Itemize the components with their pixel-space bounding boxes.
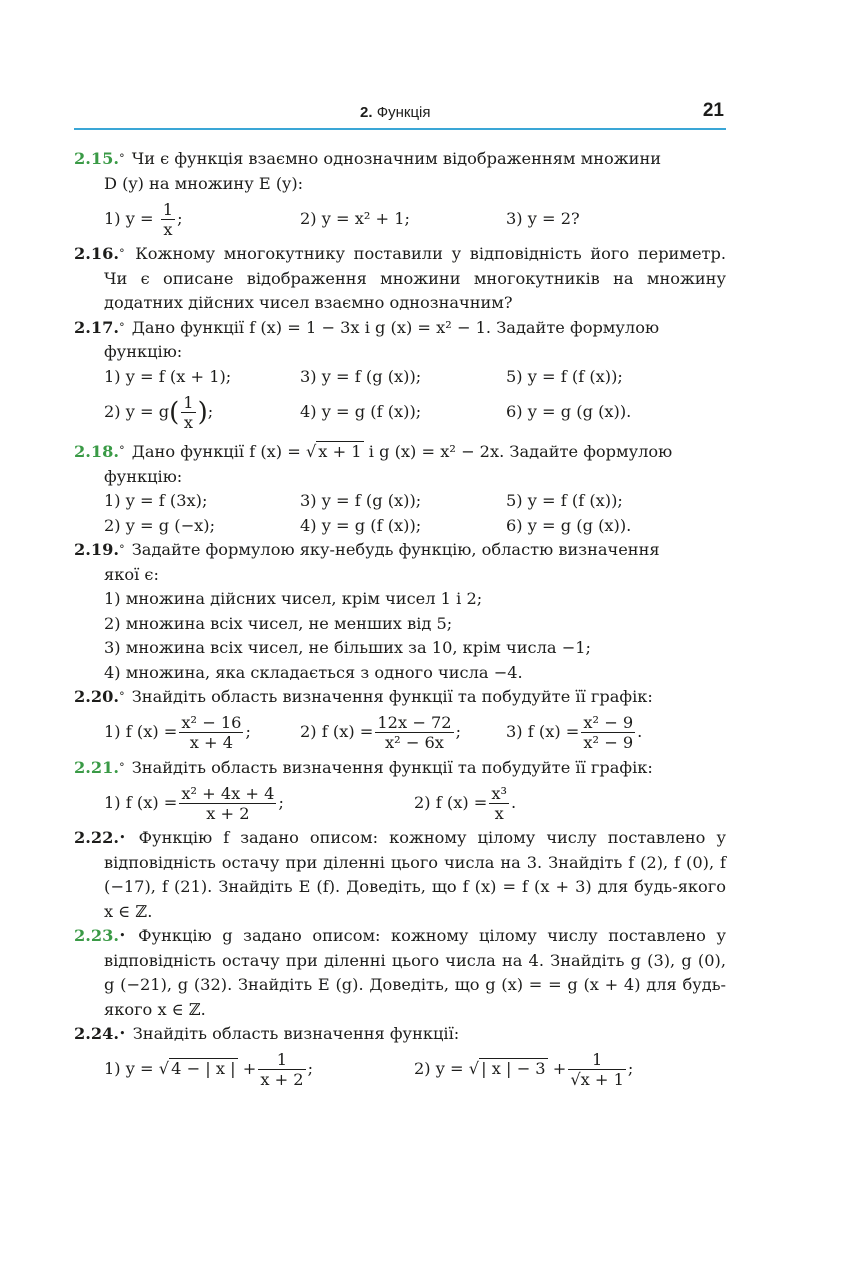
difficulty-mark: • xyxy=(119,831,126,844)
option-suffix: ; xyxy=(307,1059,314,1078)
option-suffix: ; xyxy=(177,208,183,228)
numerator: 1 xyxy=(258,1050,305,1070)
option-2: 2) y = x² + 1; xyxy=(300,208,410,228)
option-1 xyxy=(104,713,300,752)
task-text: Чи є функція взаємно однозначним відображенням множини xyxy=(131,149,662,168)
option-prefix: 1) f (x) = xyxy=(104,722,178,741)
exercise-list xyxy=(74,147,726,1093)
task-text-continued: функцію: xyxy=(104,466,183,486)
options-row xyxy=(74,1047,726,1093)
task-number: 2.22. xyxy=(74,828,120,847)
difficulty-mark: ° xyxy=(119,760,125,774)
task-2-23 xyxy=(74,924,726,1022)
option-3 xyxy=(506,713,706,752)
option-2: 2) множина всіх чисел, не менших від 5; xyxy=(104,613,453,633)
task-number: 2.21. xyxy=(74,757,120,777)
fraction xyxy=(568,1050,626,1089)
task-number: 2.17. xyxy=(74,317,120,337)
denominator: x xyxy=(163,219,173,239)
plus-sign: + xyxy=(242,1059,257,1078)
denominator: x + 2 xyxy=(260,1070,304,1089)
option-3: 3) y = f (g (x)); xyxy=(300,366,422,386)
option-prefix: 1) y = xyxy=(104,1059,154,1078)
option-3: 3) y = 2? xyxy=(506,208,580,228)
option-suffix: ; xyxy=(455,722,462,741)
option-2 xyxy=(300,713,506,752)
task-number: 2.15. xyxy=(74,149,120,168)
task-2-21 xyxy=(74,756,726,827)
option-1 xyxy=(104,200,300,239)
paren-right: ) xyxy=(197,396,208,427)
task-number: 2.16. xyxy=(74,244,120,263)
option-suffix: ; xyxy=(278,792,284,812)
option-6: 6) y = g (g (x)). xyxy=(506,401,632,421)
sqrt-expression: 4 − | x | xyxy=(171,1059,236,1078)
chapter-heading xyxy=(360,104,430,121)
paren-left: ( xyxy=(169,396,180,427)
task-number: 2.24. xyxy=(74,1024,120,1043)
task-text: Функцію f задано описом: кожному цілому числу поставлено у відповідність остачу при діленні цього числа на 3. Знайдіть f (2), f (0), f (−17), f (21). Знайдіть E (f). Доведіть, що f (x) = f (x + 3) для будь-якого x ∈ ℤ. xyxy=(104,828,726,921)
fraction xyxy=(581,713,635,752)
fraction xyxy=(258,1050,305,1089)
difficulty-mark: ° xyxy=(119,543,125,556)
numerator: x² + 4x + 4 xyxy=(181,783,275,803)
task-number: 2.19. xyxy=(74,540,120,559)
difficulty-mark: ° xyxy=(119,152,125,165)
options-row xyxy=(74,389,726,435)
task-2-20 xyxy=(74,685,726,756)
difficulty-mark: ° xyxy=(119,690,125,703)
option-suffix: . xyxy=(637,722,643,741)
task-text-continued: якої є: xyxy=(104,564,159,584)
denominator: x + 2 xyxy=(206,803,250,823)
option-suffix: ; xyxy=(207,401,214,421)
option-4: 4) y = g (f (x)); xyxy=(300,515,422,535)
task-text-continued: D (y) на множину E (y): xyxy=(104,173,304,193)
plus-sign: + xyxy=(552,1059,567,1078)
option-2: 2) y = √ | x | − 3 + $\frac{1}{√x + 1}$ ; xyxy=(414,1050,634,1089)
difficulty-mark: • xyxy=(119,929,126,942)
option-2: 2) y = g (−x); xyxy=(104,515,216,535)
option-prefix: 2) y = g xyxy=(104,401,170,421)
options-row xyxy=(74,514,726,539)
option-5: 5) y = f (f (x)); xyxy=(506,491,623,510)
option-suffix: ; xyxy=(245,722,251,741)
task-number: 2.20. xyxy=(74,687,120,706)
option-1: 1) множина дійсних чисел, крім чисел 1 і 2; xyxy=(104,589,483,608)
task-2-22 xyxy=(74,826,726,924)
task-text: Дано функції f (x) = xyxy=(131,442,301,461)
denominator: x xyxy=(183,412,193,432)
task-text: Кожному многокутнику поставили у відповідність його периметр. Чи є описане відображення множини многокутників на множину додатних дійсних чисел взаємно однозначним? xyxy=(104,244,726,312)
option-1 xyxy=(104,784,414,823)
task-text-continued: функцію: xyxy=(104,342,183,361)
denominator: x² − 6x xyxy=(385,733,444,752)
option-1: 1) y = f (x + 1); xyxy=(104,366,232,386)
numerator: x³ xyxy=(491,783,507,803)
option-6: 6) y = g (g (x)). xyxy=(506,515,632,535)
fraction xyxy=(161,200,175,239)
chapter-title: Функція xyxy=(376,104,431,121)
numerator: 12x − 72 xyxy=(377,713,452,732)
option-3: 3) y = f (g (x)); xyxy=(300,491,422,510)
task-text: Функцію g задано описом: кожному цілому числу поставлено у відповідність остачу при діленні цього числа на 4. Знайдіть g (3), g (0), g (−21), g (32). Знайдіть E (g). Доведіть, що g (x) = = g (x + 4) для будь-якого x ∈ ℤ. xyxy=(104,926,726,1019)
task-2-16 xyxy=(74,242,726,316)
header-rule xyxy=(74,128,726,130)
denominator: x + 4 xyxy=(189,733,234,752)
task-text: Дано функції f (x) = 1 − 3x і g (x) = x² − 1. Задайте формулою xyxy=(131,317,660,337)
numerator: x² − 9 xyxy=(583,713,634,732)
task-2-19 xyxy=(74,538,726,685)
option-suffix: ; xyxy=(627,1059,634,1078)
difficulty-mark: • xyxy=(119,1027,126,1040)
task-text: Задайте формулою яку-небудь функцію, областю визначення xyxy=(131,540,660,559)
option-prefix: 3) f (x) = xyxy=(506,722,580,741)
options-row xyxy=(74,710,726,756)
difficulty-mark: ° xyxy=(119,247,125,260)
page-number: 21 xyxy=(702,100,724,121)
option-suffix: . xyxy=(511,792,517,812)
options-row xyxy=(74,365,726,390)
sqrt-expression: | x | − 3 xyxy=(481,1059,546,1078)
chapter-number: 2. xyxy=(360,104,373,121)
numerator: 1 xyxy=(162,199,174,219)
difficulty-mark: ° xyxy=(119,320,125,334)
option-prefix: 1) f (x) = xyxy=(104,792,178,812)
task-text: Знайдіть область визначення функції: xyxy=(132,1024,460,1043)
task-number: 2.18. xyxy=(74,442,120,461)
task-number: 2.23. xyxy=(74,926,120,945)
option-prefix: 2) f (x) = xyxy=(414,792,488,812)
fraction xyxy=(181,393,195,432)
fraction xyxy=(489,784,509,823)
numerator: x² − 16 xyxy=(181,713,242,732)
denominator: x² − 9 xyxy=(583,733,634,752)
options-row xyxy=(74,489,726,514)
option-1: 1) y = f (3x); xyxy=(104,491,208,510)
sqrt-expression: x + 1 xyxy=(318,442,362,461)
task-2-17 xyxy=(74,316,726,436)
option-5: 5) y = f (f (x)); xyxy=(506,366,623,386)
option-3: 3) множина всіх чисел, не більших за 10, крім числа −1; xyxy=(104,638,592,657)
task-2-18: 2.18.° Дано функції f (x) = √ x + 1 і g (x) = x² − 2x. Задайте формулою функцію: 1) y = f (3x); 3) y = f (g (x)); 5) y = f (f (x)); 2) y = g (−x); 4) y = g (f (x)); 6) y = g (g (x)). xyxy=(74,439,726,538)
options-row xyxy=(74,196,726,242)
task-text: Знайдіть область визначення функції та побудуйте її графік: xyxy=(131,687,653,706)
difficulty-mark: ° xyxy=(119,444,125,457)
option-2 xyxy=(104,393,300,432)
option-prefix: 2) y = xyxy=(414,1059,464,1078)
task-text-tail: і g (x) = x² − 2x. Задайте формулою xyxy=(368,442,673,461)
option-4: 4) множина, яка складається з одного числа −4. xyxy=(104,662,523,682)
fraction xyxy=(179,784,276,823)
page-header xyxy=(74,100,726,128)
task-text: Знайдіть область визначення функції та побудуйте її графік: xyxy=(131,757,653,777)
options-row xyxy=(74,780,726,826)
fraction xyxy=(179,713,243,752)
numerator: 1 xyxy=(183,392,194,412)
task-2-24 xyxy=(74,1022,726,1093)
option-prefix: 1) y = xyxy=(104,208,154,228)
denominator: x xyxy=(494,803,504,823)
option-4: 4) y = g (f (x)); xyxy=(300,401,422,421)
numerator: 1 xyxy=(568,1050,626,1070)
option-2 xyxy=(414,784,664,823)
task-2-15 xyxy=(74,147,726,242)
fraction xyxy=(375,713,453,752)
option-1: 1) y = √ 4 − | x | + $\frac{1}{x + 2}$ ; xyxy=(104,1050,314,1089)
denominator: √x + 1 xyxy=(570,1070,624,1089)
option-prefix: 2) f (x) = xyxy=(300,722,374,741)
